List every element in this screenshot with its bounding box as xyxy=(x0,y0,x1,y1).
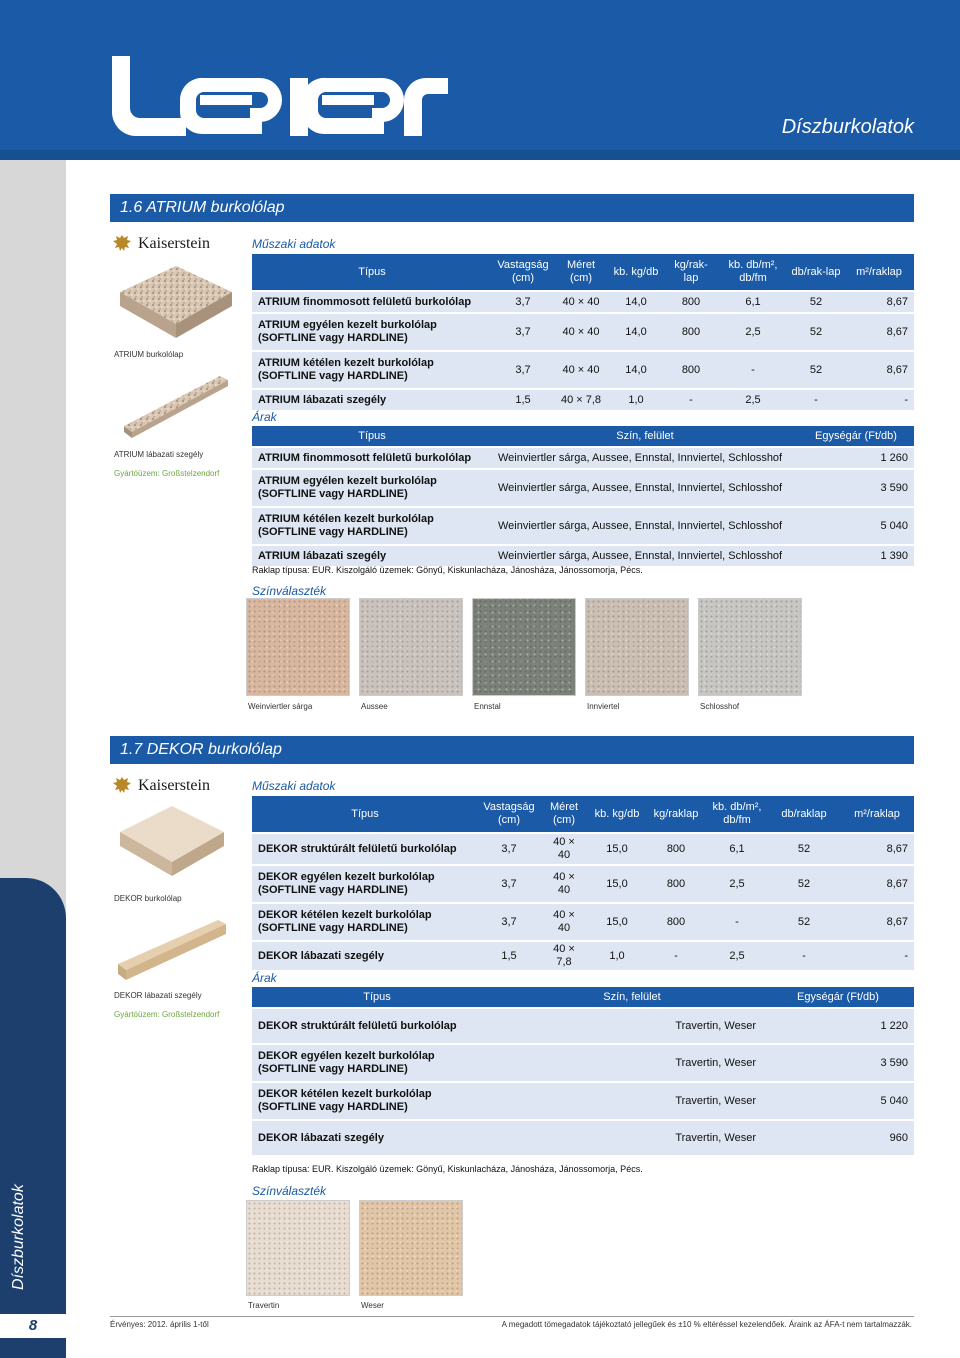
cell: 3,7 xyxy=(478,866,540,902)
color-cell: Weinviertler sárga, Aussee, Ennstal, Innviertel, Schlosshof xyxy=(492,508,798,544)
atrium-pallet-note: Raklap típusa: EUR. Kiszolgáló üzemek: Gönyű, Kiskunlacháza, Jánosháza, Jánossomorja, Pécs. xyxy=(252,565,643,575)
table-row xyxy=(252,1083,914,1119)
atrium-colors-label: Színválaszték xyxy=(252,584,327,598)
dekor-pallet-note: Raklap típusa: EUR. Kiszolgáló üzemek: Gönyű, Kiskunlacháza, Jánosháza, Jánossomorja, Pécs. xyxy=(252,1164,643,1174)
product-name: ATRIUM egyélen kezelt burkolólap xyxy=(258,319,437,331)
cell: 6,1 xyxy=(706,834,768,864)
product-name: ATRIUM kétélen kezelt burkolólap xyxy=(258,513,434,525)
cell: 800 xyxy=(664,314,718,350)
col-header: kb. db/m², db/fm xyxy=(706,796,768,832)
cell: - xyxy=(768,942,840,970)
col-header: Típus xyxy=(252,987,502,1007)
cell: 14,0 xyxy=(608,292,664,312)
cell: 2,5 xyxy=(706,866,768,902)
cell: 52 xyxy=(768,866,840,902)
cell: 40 × 40 xyxy=(540,866,588,902)
price-cell: 5 040 xyxy=(762,1083,914,1119)
dekor-plate-caption: DEKOR burkolólap xyxy=(114,894,182,903)
swatch-label: Weinviertler sárga xyxy=(248,702,313,711)
cell: 14,0 xyxy=(608,314,664,350)
cell: 40 × 7,8 xyxy=(540,942,588,970)
cell: 800 xyxy=(646,904,706,940)
product-name-cell xyxy=(252,866,478,902)
product-name: DEKOR egyélen kezelt burkolólap xyxy=(258,1050,435,1062)
product-name: DEKOR struktúrált felületű burkolólap xyxy=(252,1009,502,1043)
cell: 1,5 xyxy=(478,942,540,970)
cell: 3,7 xyxy=(492,292,554,312)
product-name-cell xyxy=(252,508,492,544)
cell: 8,67 xyxy=(840,904,914,940)
table-row xyxy=(252,508,914,544)
atrium-border-caption: ATRIUM lábazati szegély xyxy=(114,450,204,459)
table-row xyxy=(252,470,914,506)
swatch-label: Innviertel xyxy=(587,702,620,711)
cell: 800 xyxy=(664,352,718,388)
col-header: db/raklap xyxy=(768,796,840,832)
atrium-prices-label: Árak xyxy=(252,410,277,424)
color-swatch xyxy=(359,598,463,696)
sidebar-vertical-label: Díszburkolatok xyxy=(10,1184,27,1290)
color-cell: Travertin, Weser xyxy=(502,1009,762,1043)
cell: 52 xyxy=(768,834,840,864)
cell: 2,5 xyxy=(706,942,768,970)
col-header: kb. kg/db xyxy=(608,254,664,290)
cell: 3,7 xyxy=(478,904,540,940)
product-name: ATRIUM kétélen kezelt burkolólap xyxy=(258,357,434,369)
cell: 40 × 40 xyxy=(554,314,608,350)
dekor-plate-image xyxy=(116,802,226,880)
table-row xyxy=(252,942,914,970)
price-cell: 960 xyxy=(762,1121,914,1155)
cell: 8,67 xyxy=(840,866,914,902)
product-name: DEKOR lábazati szegély xyxy=(252,942,478,970)
col-header: m²/raklap xyxy=(840,796,914,832)
color-cell: Weinviertler sárga, Aussee, Ennstal, Innviertel, Schlosshof xyxy=(492,448,798,468)
cell: 6,1 xyxy=(718,292,788,312)
cell: 1,0 xyxy=(608,390,664,410)
dekor-specs-table xyxy=(252,794,914,972)
col-header: kg/raklap xyxy=(646,796,706,832)
product-name: DEKOR kétélen kezelt burkolólap xyxy=(258,909,432,921)
cell: - xyxy=(718,352,788,388)
leier-logo xyxy=(108,48,448,138)
product-name-cell xyxy=(252,352,492,388)
table-row xyxy=(252,314,914,350)
product-variant: (SOFTLINE vagy HARDLINE) xyxy=(258,332,408,344)
cell: 40 × 40 xyxy=(540,904,588,940)
dekor-brand xyxy=(110,774,210,798)
product-variant: (SOFTLINE vagy HARDLINE) xyxy=(258,526,408,538)
footer-disclaimer: A megadott tömegadatok tájékoztató jellegűek és ±10 % eltéréssel kezelendőek. Áraink az ÁFA-t nem tartalmazzák. xyxy=(501,1320,912,1329)
table-row xyxy=(252,1121,914,1155)
cell: 40 × 40 xyxy=(554,352,608,388)
dekor-border-image xyxy=(116,912,228,982)
cell: - xyxy=(706,904,768,940)
footer-divider xyxy=(110,1316,914,1317)
cell: 14,0 xyxy=(608,352,664,388)
col-header: Szín, felület xyxy=(492,426,798,446)
cell: - xyxy=(646,942,706,970)
color-swatch xyxy=(472,598,576,696)
table-row xyxy=(252,292,914,312)
cell: - xyxy=(844,390,914,410)
col-header: Egységár (Ft/db) xyxy=(762,987,914,1007)
table-row xyxy=(252,448,914,468)
atrium-plant-caption: Gyártóüzem: Großstelzendorf xyxy=(114,469,220,478)
col-header: Vastagság (cm) xyxy=(478,796,540,832)
product-name: ATRIUM lábazati szegély xyxy=(252,546,492,566)
dekor-prices-table xyxy=(252,985,914,1157)
product-name: DEKOR egyélen kezelt burkolólap xyxy=(258,871,435,883)
cell: 2,5 xyxy=(718,314,788,350)
cell: - xyxy=(788,390,844,410)
cell: 8,67 xyxy=(844,292,914,312)
cell: 52 xyxy=(788,352,844,388)
color-cell: Travertin, Weser xyxy=(502,1083,762,1119)
col-header: Szín, felület xyxy=(502,987,762,1007)
product-name: ATRIUM finommosott felületű burkolólap xyxy=(252,448,492,468)
cell: 8,67 xyxy=(844,314,914,350)
cell: 15,0 xyxy=(588,834,646,864)
table-row xyxy=(252,1009,914,1043)
cell: 1,5 xyxy=(492,390,554,410)
dekor-border-caption: DEKOR lábazati szegély xyxy=(114,991,202,1000)
swatch-label: Weser xyxy=(361,1301,384,1310)
color-cell: Weinviertler sárga, Aussee, Ennstal, Innviertel, Schlosshof xyxy=(492,546,798,566)
atrium-prices-table xyxy=(252,424,914,568)
footer-valid: Érvényes: 2012. április 1-től xyxy=(110,1320,209,1329)
product-name-cell xyxy=(252,1045,502,1081)
product-variant: (SOFTLINE vagy HARDLINE) xyxy=(258,1101,408,1113)
col-header: kb. kg/db xyxy=(588,796,646,832)
dekor-prices-label: Árak xyxy=(252,971,277,985)
product-name: DEKOR kétélen kezelt burkolólap xyxy=(258,1088,432,1100)
table-row xyxy=(252,834,914,864)
atrium-brand xyxy=(110,232,210,256)
product-name: ATRIUM egyélen kezelt burkolólap xyxy=(258,475,437,487)
color-swatch xyxy=(585,598,689,696)
color-swatch xyxy=(359,1200,463,1296)
atrium-heading: 1.6 ATRIUM burkolólap xyxy=(110,194,914,222)
cell: 800 xyxy=(664,292,718,312)
cell: 40 × 7,8 xyxy=(554,390,608,410)
price-cell: 1 260 xyxy=(798,448,914,468)
col-header: Típus xyxy=(252,254,492,290)
swatch-label: Aussee xyxy=(361,702,388,711)
price-cell: 3 590 xyxy=(798,470,914,506)
dekor-heading: 1.7 DEKOR burkolólap xyxy=(110,736,914,764)
swatch-label: Ennstal xyxy=(474,702,501,711)
atrium-specs-label: Műszaki adatok xyxy=(252,237,336,251)
col-header: Egységár (Ft/db) xyxy=(798,426,914,446)
cell: 3,7 xyxy=(478,834,540,864)
table-row xyxy=(252,546,914,566)
col-header: kg/rak-lap xyxy=(664,254,718,290)
col-header: Méret (cm) xyxy=(554,254,608,290)
product-name-cell xyxy=(252,904,478,940)
col-header: m²/raklap xyxy=(844,254,914,290)
cell: 52 xyxy=(788,292,844,312)
table-row xyxy=(252,1045,914,1081)
cell: 800 xyxy=(646,834,706,864)
eagle-icon xyxy=(110,774,134,798)
cell: 8,67 xyxy=(844,352,914,388)
cell: 52 xyxy=(768,904,840,940)
price-cell: 3 590 xyxy=(762,1045,914,1081)
cell: 15,0 xyxy=(588,904,646,940)
color-swatch xyxy=(246,1200,350,1296)
eagle-icon xyxy=(110,232,134,256)
col-header: Típus xyxy=(252,426,492,446)
color-cell: Weinviertler sárga, Aussee, Ennstal, Innviertel, Schlosshof xyxy=(492,470,798,506)
cell: 8,67 xyxy=(840,834,914,864)
table-row xyxy=(252,352,914,388)
swatch-label: Travertin xyxy=(248,1301,280,1310)
cell: 40 × 40 xyxy=(554,292,608,312)
cell: 800 xyxy=(646,866,706,902)
cell: 40 × 40 xyxy=(540,834,588,864)
product-variant: (SOFTLINE vagy HARDLINE) xyxy=(258,370,408,382)
cell: 15,0 xyxy=(588,866,646,902)
cell: 2,5 xyxy=(718,390,788,410)
table-row xyxy=(252,904,914,940)
col-header: kb. db/m², db/fm xyxy=(718,254,788,290)
cell: 3,7 xyxy=(492,352,554,388)
brand-name: Kaiserstein xyxy=(138,235,210,252)
cell: 3,7 xyxy=(492,314,554,350)
table-row xyxy=(252,866,914,902)
atrium-plate-image xyxy=(116,262,234,342)
product-variant: (SOFTLINE vagy HARDLINE) xyxy=(258,884,408,896)
product-variant: (SOFTLINE vagy HARDLINE) xyxy=(258,488,408,500)
header-band-shade xyxy=(0,150,960,160)
col-header: Típus xyxy=(252,796,478,832)
section-title: Díszburkolatok xyxy=(781,116,914,138)
atrium-specs-table xyxy=(252,252,914,412)
dekor-colors-label: Színválaszték xyxy=(252,1184,327,1198)
atrium-plate-caption: ATRIUM burkolólap xyxy=(114,350,184,359)
cell: - xyxy=(840,942,914,970)
color-cell: Travertin, Weser xyxy=(502,1121,762,1155)
price-cell: 1 390 xyxy=(798,546,914,566)
color-swatch xyxy=(698,598,802,696)
brand-name: Kaiserstein xyxy=(138,777,210,794)
page-number: 8 xyxy=(0,1314,66,1338)
price-cell: 5 040 xyxy=(798,508,914,544)
product-name-cell xyxy=(252,1083,502,1119)
color-swatch xyxy=(246,598,350,696)
cell: 52 xyxy=(788,314,844,350)
product-name-cell xyxy=(252,470,492,506)
cell: 1,0 xyxy=(588,942,646,970)
product-name-cell xyxy=(252,314,492,350)
col-header: Vastagság (cm) xyxy=(492,254,554,290)
price-cell: 1 220 xyxy=(762,1009,914,1043)
dekor-specs-label: Műszaki adatok xyxy=(252,779,336,793)
swatch-label: Schlosshof xyxy=(700,702,740,711)
product-name: DEKOR lábazati szegély xyxy=(252,1121,502,1155)
color-cell: Travertin, Weser xyxy=(502,1045,762,1081)
col-header: Méret (cm) xyxy=(540,796,588,832)
table-row xyxy=(252,390,914,410)
cell: - xyxy=(664,390,718,410)
product-variant: (SOFTLINE vagy HARDLINE) xyxy=(258,1063,408,1075)
atrium-border-image xyxy=(122,370,230,440)
dekor-plant-caption: Gyártóüzem: Großstelzendorf xyxy=(114,1010,220,1019)
product-name: DEKOR struktúrált felületű burkolólap xyxy=(252,834,478,864)
product-name: ATRIUM finommosott felületű burkolólap xyxy=(252,292,492,312)
product-variant: (SOFTLINE vagy HARDLINE) xyxy=(258,922,408,934)
col-header: db/rak-lap xyxy=(788,254,844,290)
product-name: ATRIUM lábazati szegély xyxy=(252,390,492,410)
